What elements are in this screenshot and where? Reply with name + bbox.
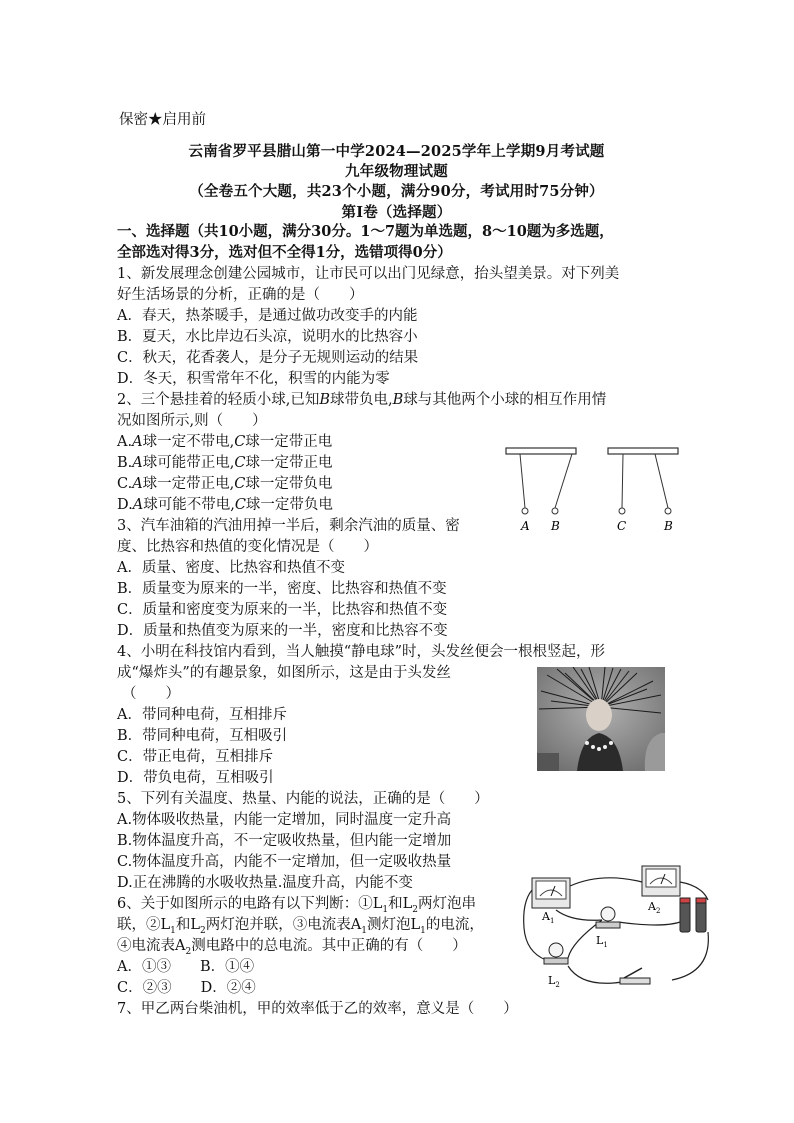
q5-option-b: B.物体温度升高，不一定吸收热量，但内能一定增加 [117,833,452,849]
wire-7 [568,966,622,983]
bulb-l2 [549,943,563,957]
q4-option-a: A．带同种电荷，互相排斥 [117,707,287,723]
ammeter-a2-label: $A_2$ [648,900,661,915]
exam-subtitle: 九年级物理试题 [345,163,448,180]
ball-c [619,508,625,514]
ball-b1-label: B [551,519,560,533]
volume-title: 第Ⅰ卷（选择题） [341,204,452,221]
q6-circuit-figure [512,862,718,997]
q2-option-c: C.A球一定带正电,C球一定带负电 [117,476,333,492]
bulb-l1-base [596,922,620,928]
q1-option-a: A．春天，热茶暖手，是通过做功改变手的内能 [117,308,418,324]
wire-6 [672,932,708,980]
section-heading: 一、选择题（共10小题，满分30分。1～7题为单选题，8～10题为多选题， [117,223,614,240]
section-heading-2: 全部选对得3分，选对但不全得1分，选错项得0分） [117,244,452,261]
q4-option-c: C．带正电荷，互相排斥 [117,749,274,765]
wire-8 [524,928,546,960]
q6-stem-3: ④电流表$A_2$测电路中的总电流。其中正确的有（ ） [117,938,467,957]
q3-option-b: B．质量变为原来的一半，密度、比热容和热值不变 [117,581,447,597]
static-electricity-photo [537,667,665,771]
support-bar-right [608,448,678,454]
thread-b1 [555,454,572,508]
wire-2 [570,878,642,886]
ball-c-label: C [617,519,627,533]
q4-stem-3: （ ） [122,686,180,702]
q6-stem: 6、关于如图所示的电路有以下判断：$①L_1$和$L_2$两灯泡串 [117,896,476,915]
q2-option-d: D.A球可能不带电,C球一定带负电 [117,497,333,513]
support-bar-left [506,448,576,454]
q4-stem: 4、小明在科技馆内看到，当人触摸“静电球”时，头发丝便会一根根竖起，形 [117,644,606,660]
q5-stem: 5、下列有关温度、热量、内能的说法，正确的是（ ） [117,791,489,807]
q1-option-d: D．冬天，积雪常年不化，积雪的内能为零 [117,371,390,387]
switch [620,978,650,984]
q7-stem: 7、甲乙两台柴油机，甲的效率低于乙的效率，意义是（ ） [117,1001,518,1017]
q3-option-d: D．质量和热值变为原来的一半，密度和比热容不变 [117,623,448,639]
q5-option-d: D.正在沸腾的水吸收热量.温度升高，内能不变 [117,875,413,891]
ball-b2-label: B [664,519,673,533]
q2-stem: 2、三个悬挂着的轻质小球,已知B球带负电,B球与其他两个小球的相互作用情 [117,392,607,408]
switch-lever [624,968,642,978]
wire-4 [618,922,680,925]
q2-pendulum-figure [500,440,690,536]
bulb-l2-label: $L_2$ [548,974,560,989]
q3-stem-2: 度、比热容和热值的变化情况是（ ） [117,539,378,555]
q2-option-b: B.A球可能带正电,C球一定带正电 [117,455,333,471]
q4-option-b: B．带同种电荷，互相吸引 [117,728,288,744]
exam-info: （全卷五个大题，共23个小题，满分90分，考试用时75分钟） [189,183,604,200]
confidential-label: 保密★启用前 [119,112,206,128]
q3-option-a: A．质量、密度、比热容和热值不变 [117,560,345,576]
q3-stem: 3、汽车油箱的汽油用掉一半后，剩余汽油的质量、密 [117,518,460,534]
q1-stem-2: 好生活场景的分析，正确的是（ ） [117,287,364,303]
q1-option-b: B．夏天，水比岸边石头凉，说明水的比热容小 [117,329,418,345]
ball-b1 [552,508,558,514]
q6-options-ab: A．①③ B．①④ [117,959,255,975]
ball-b2 [665,508,671,514]
wire-5 [680,882,708,900]
q3-option-c: C．质量和密度变为原来的一半，比热容和热值不变 [117,602,448,618]
q2-stem-2: 况如图所示,则（ ） [117,413,267,429]
ammeter-a1-label: $A_1$ [542,910,555,925]
q5-option-a: A.物体吸收热量，内能一定增加，同时温度一定升高 [117,812,452,828]
photo-illustration [537,667,665,771]
battery-cell-1 [680,900,690,932]
q4-option-d: D．带负电荷，互相吸引 [117,770,274,786]
bulb-l2-base [544,958,568,964]
wire-3 [556,910,602,920]
thread-c [622,454,623,508]
bulb-l1-label: $L_1$ [596,934,608,949]
thread-a [520,454,525,508]
exam-title: 云南省罗平县腊山第一中学2024—2025学年上学期9月考试题 [188,143,605,160]
ball-a-label: A [521,519,530,533]
bulb-l1 [601,907,615,921]
battery-cell-2 [696,900,706,932]
q1-stem: 1、新发展理念创建公园城市，让市民可以出门见绿意，抬头望美景。对下列美 [117,266,620,282]
q5-option-c: C.物体温度升高，内能不一定增加，但一定吸收热量 [117,854,452,870]
q4-stem-2: 成“爆炸头”的有趣景象，如图所示，这是由于头发丝 [117,665,451,681]
ball-a [522,508,528,514]
q2-option-a: A.A球一定不带电,C球一定带正电 [117,434,333,450]
thread-b2 [655,454,668,508]
q6-stem-2: 联，$②L_1$和$L_2$两灯泡并联，③电流表$A_1$测灯泡$L_1$的电流， [117,917,484,936]
wire-1 [524,890,532,928]
q1-option-c: C．秋天，花香袭人，是分子无规则运动的结果 [117,350,419,366]
q6-options-cd: C．②③ D．②④ [117,980,256,996]
